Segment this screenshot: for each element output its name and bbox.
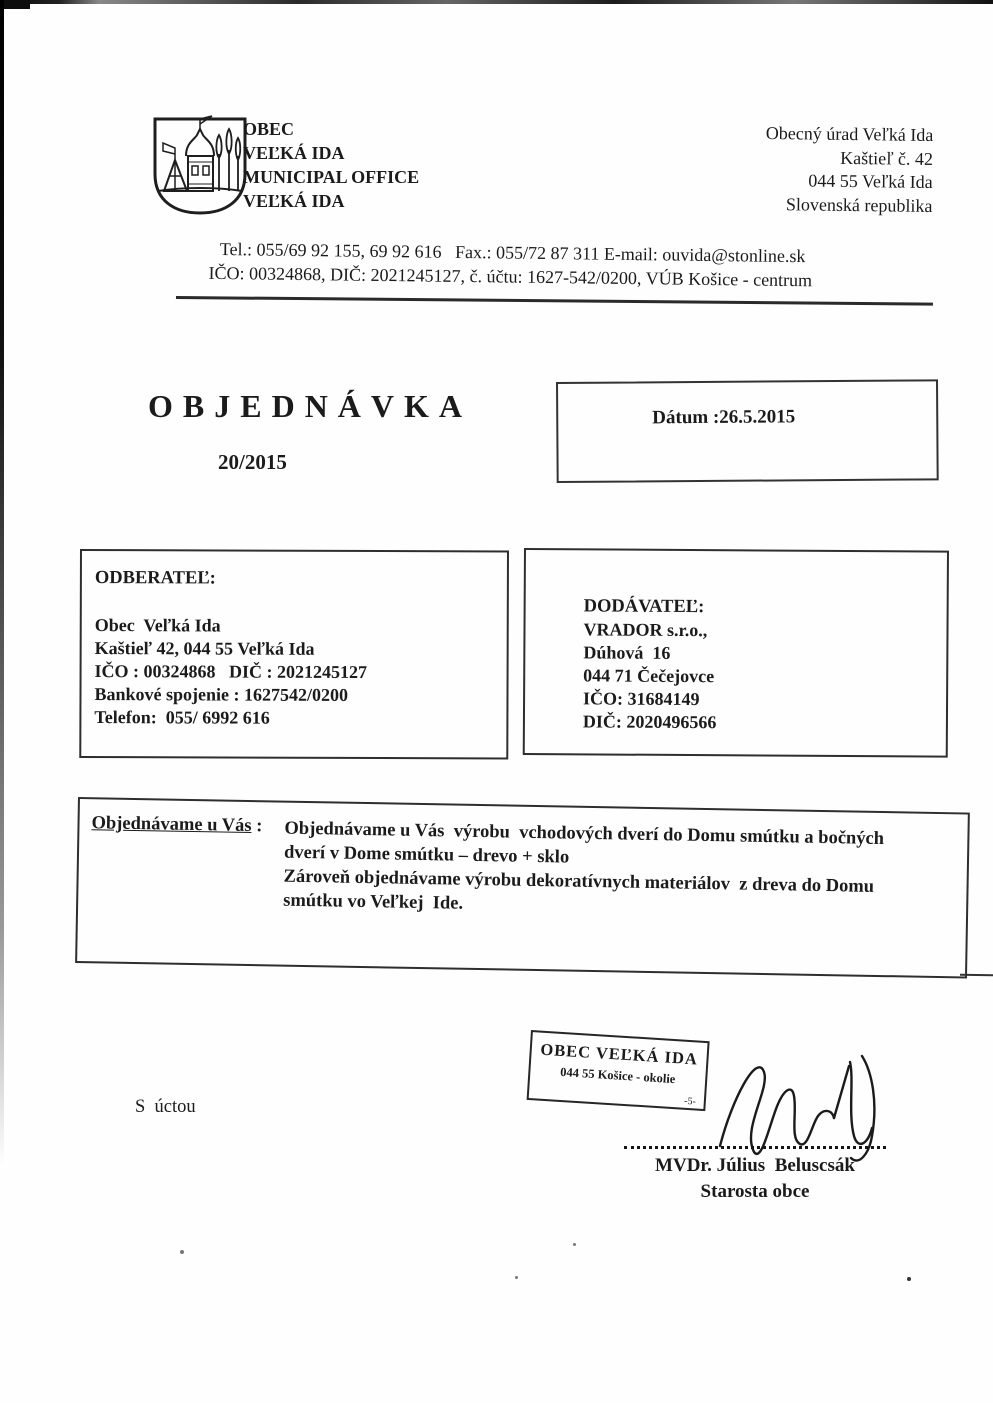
order-label-colon: :: [251, 816, 263, 837]
address-line: Slovenská republika: [785, 193, 933, 216]
order-text: [283, 817, 884, 923]
header-divider: [176, 296, 933, 305]
order-text-line: Zároveň objednávame výrobu dekoratívnych materiálov z dreva do Domu: [283, 866, 875, 897]
customer-line: IČO : 00324868 DIČ : 2021245127: [94, 661, 368, 683]
document-title: OBJEDNÁVKA: [148, 388, 473, 424]
order-text-line: dverí v Dome smútku – drevo + sklo: [283, 842, 570, 868]
org-line: OBEC: [243, 119, 295, 139]
address-line: Kaštieľ č. 42: [839, 147, 933, 169]
signature-dotted-line: [624, 1132, 886, 1149]
coat-of-arms-logo: [148, 114, 252, 218]
order-label: [91, 813, 262, 837]
municipal-stamp: [527, 1030, 710, 1111]
customer-box: [79, 549, 509, 759]
supplier-heading: DODÁVATEĽ:: [583, 596, 705, 618]
customer-line: Bankové spojenie : 1627542/0200: [94, 684, 349, 705]
header-contact-block: [208, 237, 813, 292]
scan-artifact-top-edge: [0, 0, 993, 4]
scan-artifact-left-edge: [0, 0, 4, 1165]
signer-title: Starosta obce: [700, 1181, 810, 1202]
supplier-line: VRADOR s.r.o.,: [583, 619, 708, 641]
supplier-line: Dúhová 16: [583, 642, 671, 663]
stamp-line3: -5-: [683, 1095, 697, 1108]
order-label-text: Objednávame u Vás: [91, 813, 252, 837]
contact-line-phone: Tel.: 055/69 92 155, 69 92 616 Fax.: 055/72 87 311 E-mail: ouvida@stonline.sk: [219, 238, 806, 267]
date-box: [556, 379, 939, 483]
address-line: Obecný úrad Veľká Ida: [765, 122, 933, 145]
supplier-box: [523, 548, 949, 758]
org-line: VEĽKÁ IDA: [243, 143, 345, 163]
stamp-line2: 044 55 Košice - okolie: [559, 1064, 676, 1087]
header-org-block: [243, 117, 419, 213]
signer-name: MVDr. Július Beluscsák: [655, 1155, 855, 1176]
address-line: 044 55 Veľká Ida: [807, 170, 933, 192]
supplier-line: DIČ: 2020496566: [582, 711, 717, 733]
order-box: [75, 797, 970, 979]
customer-heading: ODBERATEĽ:: [94, 568, 216, 589]
scan-speck: [573, 1243, 576, 1246]
supplier-line: 044 71 Čečejovce: [583, 665, 715, 687]
date-label: Dátum :26.5.2015: [652, 406, 796, 429]
stamp-line1: OBEC VEĽKÁ IDA: [539, 1039, 699, 1069]
order-text-line: smútku vo Veľkej Ide.: [283, 890, 464, 914]
scan-speck: [180, 1250, 184, 1254]
contact-line-ids: IČO: 00324868, DIČ: 2021245127, č. účtu: 1627-542/0200, VÚB Košice - centrum: [208, 262, 813, 291]
scan-speck: [907, 1277, 911, 1281]
customer-line: Kaštieľ 42, 044 55 Veľká Ida: [94, 638, 315, 659]
document-number: 20/2015: [218, 450, 287, 474]
supplier-lines: [583, 595, 717, 734]
header-address-block: [764, 122, 933, 218]
supplier-line: IČO: 31684149: [583, 688, 700, 710]
handwritten-signature: [712, 1044, 902, 1169]
customer-lines: [94, 614, 367, 730]
scan-artifact-corner: [0, 0, 30, 9]
org-line: VEĽKÁ IDA: [243, 191, 345, 211]
customer-line: Obec Veľká Ida: [94, 615, 221, 636]
salutation: S úctou: [135, 1097, 196, 1117]
scan-speck: [515, 1276, 518, 1279]
order-text-line: Objednávame u Vás výrobu vchodových dverí do Domu smútku a bočných: [284, 818, 885, 850]
org-line: MUNICIPAL OFFICE: [243, 167, 420, 187]
customer-line: Telefon: 055/ 6992 616: [94, 707, 270, 728]
